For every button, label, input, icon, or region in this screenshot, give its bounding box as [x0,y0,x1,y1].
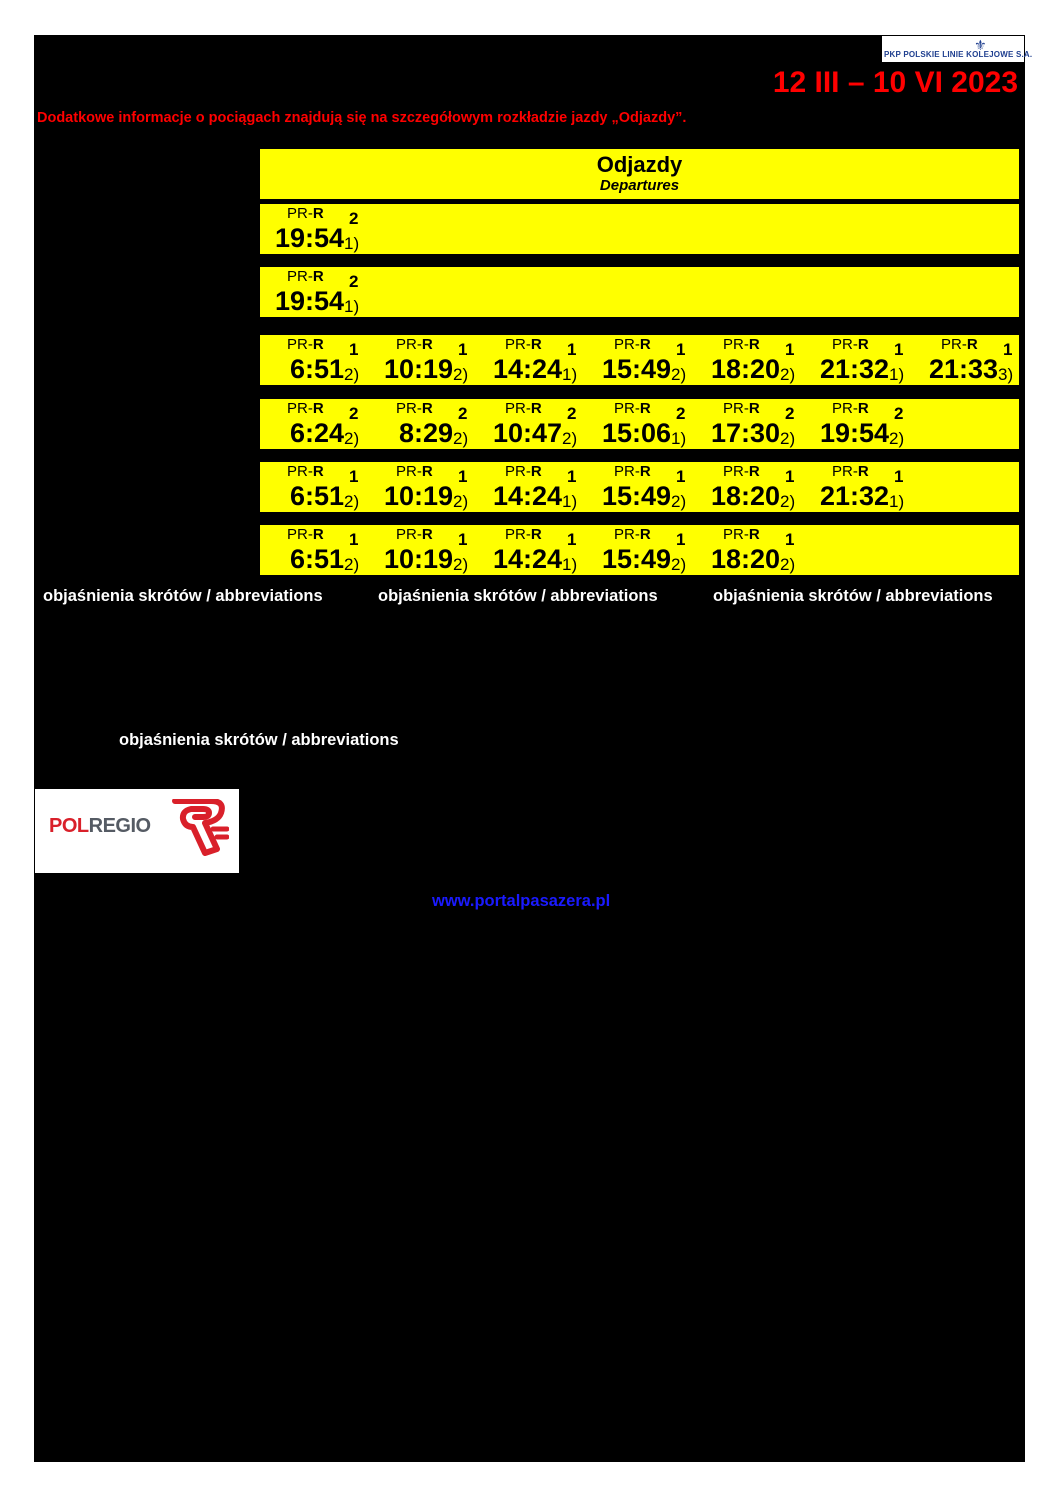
train-category-prefix: PR- [614,336,640,353]
footnote-marker: 1) [562,555,578,574]
polregio-wordmark [49,815,151,838]
train-category [941,336,978,353]
train-category-suffix: R [312,268,324,285]
train-category [723,400,760,417]
departures-subtitle: Departures [599,177,680,194]
travel-class: 1 [458,340,468,359]
departure-entry [696,525,806,575]
train-category-prefix: PR- [832,400,858,417]
train-category [396,463,433,480]
train-category [287,205,324,222]
train-category-prefix: PR- [396,463,422,480]
footnote-marker: 1) [344,297,360,316]
train-category-prefix: PR- [832,463,858,480]
validity-period: 12 III – 10 VI 2023 [772,66,1018,99]
train-category-prefix: PR- [614,463,640,480]
footnote-marker: 2) [671,492,687,511]
train-category-prefix: PR- [505,400,531,417]
pkp-plk-logo [882,36,1033,62]
polregio-emblem-icon [169,799,229,859]
train-category-prefix: PR- [505,336,531,353]
travel-class: 2 [676,404,686,423]
footnote-marker: 2) [671,555,687,574]
departure-time: 19:54 [274,223,344,253]
travel-class: 1 [458,530,468,549]
departure-entry [805,399,915,449]
pkp-logo-text: PKP POLSKIE LINIE KOLEJOWE S.A. [884,50,1033,59]
footnote-marker: 3) [998,365,1014,384]
train-category [505,526,542,543]
departure-entry [260,525,370,575]
train-category-suffix: R [748,400,760,417]
train-category [505,463,542,480]
departures-header [259,148,1020,200]
train-category-prefix: PR- [287,400,313,417]
train-category-suffix: R [312,526,324,543]
departure-row [259,266,1020,318]
train-category-suffix: R [966,336,978,353]
departure-time: 17:30 [710,418,780,448]
departure-time: 15:49 [601,544,671,574]
train-category-suffix: R [639,400,651,417]
portal-link[interactable]: www.portalpasazera.pl [432,892,611,910]
train-category [287,400,324,417]
departure-entry [587,525,697,575]
departure-time: 15:49 [601,354,671,384]
footnote-marker: 2) [889,429,905,448]
departure-time: 21:32 [819,481,889,511]
departure-entry [369,399,479,449]
departure-entry [260,399,370,449]
departure-time: 6:51 [289,354,344,384]
train-category-suffix: R [421,336,433,353]
train-category-prefix: PR- [941,336,967,353]
train-category [832,463,869,480]
train-category-suffix: R [530,336,542,353]
travel-class: 2 [567,404,577,423]
train-category-prefix: PR- [832,336,858,353]
train-category-prefix: PR- [287,526,313,543]
train-category-prefix: PR- [287,463,313,480]
footnote-marker: 1) [889,492,905,511]
travel-class: 2 [894,404,904,423]
departure-entry [478,399,588,449]
footnote-marker: 1) [889,365,905,384]
travel-class: 1 [676,340,686,359]
departure-time: 10:19 [383,544,453,574]
travel-class: 1 [894,340,904,359]
train-category [505,400,542,417]
train-category-prefix: PR- [287,268,313,285]
footnote-marker: 2) [780,555,796,574]
travel-class: 1 [567,530,577,549]
travel-class: 2 [458,404,468,423]
departure-time: 6:51 [289,481,344,511]
departure-entry [805,335,915,385]
train-category-prefix: PR- [723,463,749,480]
train-category-prefix: PR- [723,526,749,543]
departure-row [259,398,1020,450]
travel-class: 1 [676,530,686,549]
departure-time: 10:19 [383,481,453,511]
train-category-prefix: PR- [396,400,422,417]
train-category-suffix: R [312,336,324,353]
train-category-prefix: PR- [287,205,313,222]
train-category [723,463,760,480]
departure-time: 19:54 [274,286,344,316]
departure-row [259,524,1020,576]
train-category [505,336,542,353]
footnote-marker: 2) [671,365,687,384]
footnote-marker: 2) [453,492,469,511]
train-category-suffix: R [312,400,324,417]
travel-class: 1 [1003,340,1013,359]
train-category-prefix: PR- [396,336,422,353]
footnote-marker: 2) [344,429,360,448]
travel-class: 1 [894,467,904,486]
departure-time: 10:47 [492,418,562,448]
departure-time: 18:20 [710,481,780,511]
train-category [614,400,651,417]
train-category-suffix: R [421,463,433,480]
train-category-suffix: R [530,463,542,480]
train-category-suffix: R [421,526,433,543]
departure-entry [805,462,915,512]
train-category-suffix: R [530,400,542,417]
departure-row [259,203,1020,255]
train-category-prefix: PR- [287,336,313,353]
footnote-marker: 1) [562,365,578,384]
travel-class: 1 [349,530,359,549]
polregio-wordmark-pol: POL [49,815,89,837]
train-category-suffix: R [857,336,869,353]
departure-time: 18:20 [710,354,780,384]
departure-time: 19:54 [819,418,889,448]
departure-time: 21:32 [819,354,889,384]
train-category [287,268,324,285]
departure-entry [260,204,370,254]
train-category [614,336,651,353]
train-category-prefix: PR- [723,336,749,353]
footnote-marker: 2) [780,365,796,384]
departure-entry [696,462,806,512]
train-category-suffix: R [857,400,869,417]
footnote-marker: 2) [344,555,360,574]
departure-entry [369,335,479,385]
departure-time: 10:19 [383,354,453,384]
departure-entry [914,335,1024,385]
train-category-suffix: R [639,463,651,480]
train-category-suffix: R [748,526,760,543]
travel-class: 1 [785,340,795,359]
departure-entry [587,399,697,449]
departure-row [259,334,1020,386]
train-category [396,526,433,543]
departure-entry [696,399,806,449]
abbreviations-label: objaśnienia skrótów / abbreviations [43,587,323,605]
travel-class: 2 [349,209,359,228]
train-category [396,336,433,353]
departure-time: 6:24 [289,418,344,448]
departure-entry [260,267,370,317]
travel-class: 1 [567,340,577,359]
polregio-wordmark-regio: REGIO [88,815,151,837]
train-category-prefix: PR- [614,526,640,543]
train-category-prefix: PR- [396,526,422,543]
departure-entry [587,335,697,385]
travel-class: 1 [349,340,359,359]
travel-class: 2 [349,404,359,423]
departure-entry [478,335,588,385]
footnote-marker: 1) [562,492,578,511]
departure-entry [478,462,588,512]
footnote-marker: 2) [344,365,360,384]
departure-time: 14:24 [492,354,562,384]
departure-entry [587,462,697,512]
train-category [723,336,760,353]
travel-class: 1 [458,467,468,486]
train-category [287,336,324,353]
train-category [396,400,433,417]
train-category-suffix: R [857,463,869,480]
travel-class: 1 [785,467,795,486]
train-category [832,400,869,417]
travel-class: 1 [567,467,577,486]
departure-time: 21:33 [928,354,998,384]
train-category-suffix: R [421,400,433,417]
departure-time: 14:24 [492,544,562,574]
train-category [287,526,324,543]
train-category-prefix: PR- [505,526,531,543]
train-category [287,463,324,480]
travel-class: 2 [785,404,795,423]
train-category-suffix: R [312,205,324,222]
footnote-marker: 2) [780,429,796,448]
train-category-suffix: R [639,526,651,543]
abbreviations-label: objaśnienia skrótów / abbreviations [713,587,993,605]
travel-class: 2 [349,272,359,291]
footnote-marker: 2) [780,492,796,511]
departure-entry [260,462,370,512]
footnote-marker: 1) [671,429,687,448]
departure-entry [369,525,479,575]
travel-class: 1 [349,467,359,486]
train-category-suffix: R [748,463,760,480]
departure-time: 15:06 [601,418,671,448]
travel-class: 1 [676,467,686,486]
footnote-marker: 2) [453,365,469,384]
footnote-marker: 1) [344,234,360,253]
train-category-prefix: PR- [614,400,640,417]
train-category [832,336,869,353]
train-category [614,526,651,543]
abbreviations-label: objaśnienia skrótów / abbreviations [378,587,658,605]
departure-time: 8:29 [398,418,453,448]
departure-entry [369,462,479,512]
train-category-suffix: R [312,463,324,480]
train-category [614,463,651,480]
additional-info-note: Dodatkowe informacje o pociągach znajdują się na szczegółowym rozkładzie jazdy „Odjazdy”. [37,110,687,126]
departure-row [259,461,1020,513]
travel-class: 1 [785,530,795,549]
departure-entry [478,525,588,575]
departure-entry [260,335,370,385]
train-category-suffix: R [530,526,542,543]
train-category-suffix: R [748,336,760,353]
footnote-marker: 2) [453,555,469,574]
train-category-suffix: R [639,336,651,353]
abbreviations-label: objaśnienia skrótów / abbreviations [119,731,399,749]
footnote-marker: 2) [344,492,360,511]
train-category-prefix: PR- [723,400,749,417]
departure-time: 14:24 [492,481,562,511]
departure-time: 6:51 [289,544,344,574]
departure-time: 18:20 [710,544,780,574]
departure-entry [696,335,806,385]
footnote-marker: 2) [562,429,578,448]
pkp-wings-icon: ⚜ [974,37,987,53]
train-category-prefix: PR- [505,463,531,480]
departure-time: 15:49 [601,481,671,511]
departures-title: Odjazdy [596,152,683,177]
train-category [723,526,760,543]
footnote-marker: 2) [453,429,469,448]
polregio-logo [35,789,239,873]
